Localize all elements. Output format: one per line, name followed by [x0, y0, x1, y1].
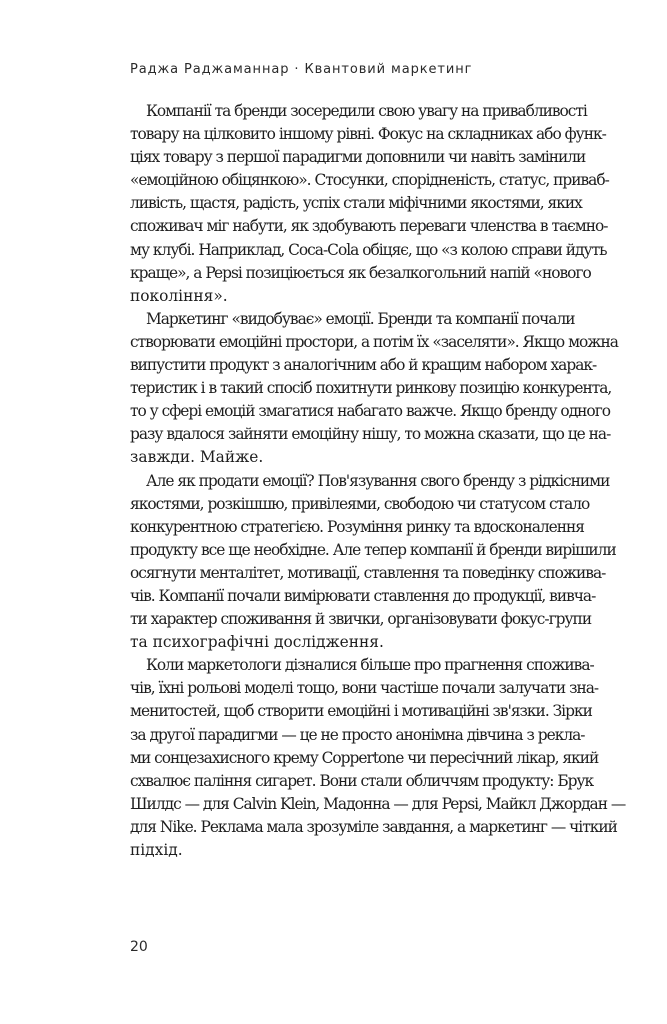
page-number: 20	[130, 939, 148, 955]
paragraph	[130, 308, 618, 470]
text-line: покоління».	[130, 286, 228, 305]
text-line: Шилдс — для Calvin Klein, Мадонна — для Pepsi, Майкл Джордан —	[130, 794, 626, 813]
text-line: Але як продати емоції? Пов'язування свого бренду з рідкісними	[146, 471, 610, 490]
text-line: теристик і в такий спосіб похитнути ринкову позицію конкурента,	[130, 379, 612, 398]
text-line: якостями, розкішшю, привілеями, свободою чи статусом стало	[130, 494, 590, 513]
text-line: осягнути менталітет, мотивації, ставлення та поведінку спожива-	[130, 563, 606, 582]
text-line: краще», а Pepsi позиціюється як безалкогольний напій «нового	[130, 263, 591, 282]
text-line: чів, їхні рольові моделі тощо, вони частіше почали залучати зна-	[130, 679, 599, 698]
text-line: ціях товару з першої парадигми доповнили чи навіть замінили	[130, 148, 586, 167]
text-line: споживач міг набути, як здобувають переваги членства в таємно-	[130, 217, 608, 236]
text-line: випустити продукт з аналогічним або й кращим набором харак-	[130, 356, 597, 375]
text-line: менитостей, щоб створити емоційні і мотиваційні зв'язки. Зірки	[130, 702, 592, 721]
text-line: чів. Компанії почали вимірювати ставлення до продукції, вивча-	[130, 586, 596, 605]
text-line: Коли маркетологи дізналися більше про прагнення спожива-	[146, 656, 594, 675]
text-line: підхід.	[130, 841, 183, 859]
text-line: та психографічні дослідження.	[130, 633, 384, 652]
text-line: схвалює паління сигарет. Вони стали обличчям продукту: Брук	[130, 771, 594, 790]
text-line: Маркетинг «видобуває» емоції. Бренди та компанії почали	[146, 309, 575, 328]
text-line: ми сонцезахисного крему Coppertone чи пересічний лікар, який	[130, 748, 599, 767]
text-line: завжди. Майже.	[130, 448, 264, 467]
text-line: Компанії та бренди зосередили свою увагу на привабливості	[146, 102, 587, 120]
text-line: то у сфері емоцій змагатися набагато важче. Якщо бренду одного	[130, 402, 611, 421]
text-line: ти характер споживання й звички, організовувати фокус-групи	[130, 610, 592, 629]
text-line: конкурентною стратегією. Розуміння ринку та вдосконалення	[130, 517, 584, 536]
text-line: ливість, щастя, радість, успіх стали міфічними якостями, яких	[130, 194, 582, 213]
body-text	[130, 100, 626, 862]
text-line: створювати емоційні простори, а потім їх «заселяти». Якщо можна	[130, 332, 618, 351]
paragraph	[130, 100, 609, 308]
paragraph	[130, 470, 616, 655]
running-header: Раджа Раджаманнар · Квантовий маркетинг	[130, 62, 473, 77]
paragraph	[130, 654, 626, 862]
text-line: разу вдалося зайняти емоційну нішу, то можна сказати, що це на-	[130, 425, 611, 444]
text-line: товару на цілковито іншому рівні. Фокус на складниках або функ-	[130, 125, 606, 144]
text-line: для Nike. Реклама мала зрозуміле завдання, а маркетинг — чіткий	[130, 817, 617, 836]
text-line: продукту все ще необхідне. Але тепер компанії й бренди вирішили	[130, 540, 616, 559]
text-line: за другої парадигми — це не просто анонімна дівчина з рекла-	[130, 725, 585, 744]
text-line: «емоційною обіцянкою». Стосунки, спорідненість, статус, приваб-	[130, 171, 609, 190]
text-line: му клубі. Наприклад, Coca-Cola обіцяє, що «з колою справи йдуть	[130, 240, 607, 259]
